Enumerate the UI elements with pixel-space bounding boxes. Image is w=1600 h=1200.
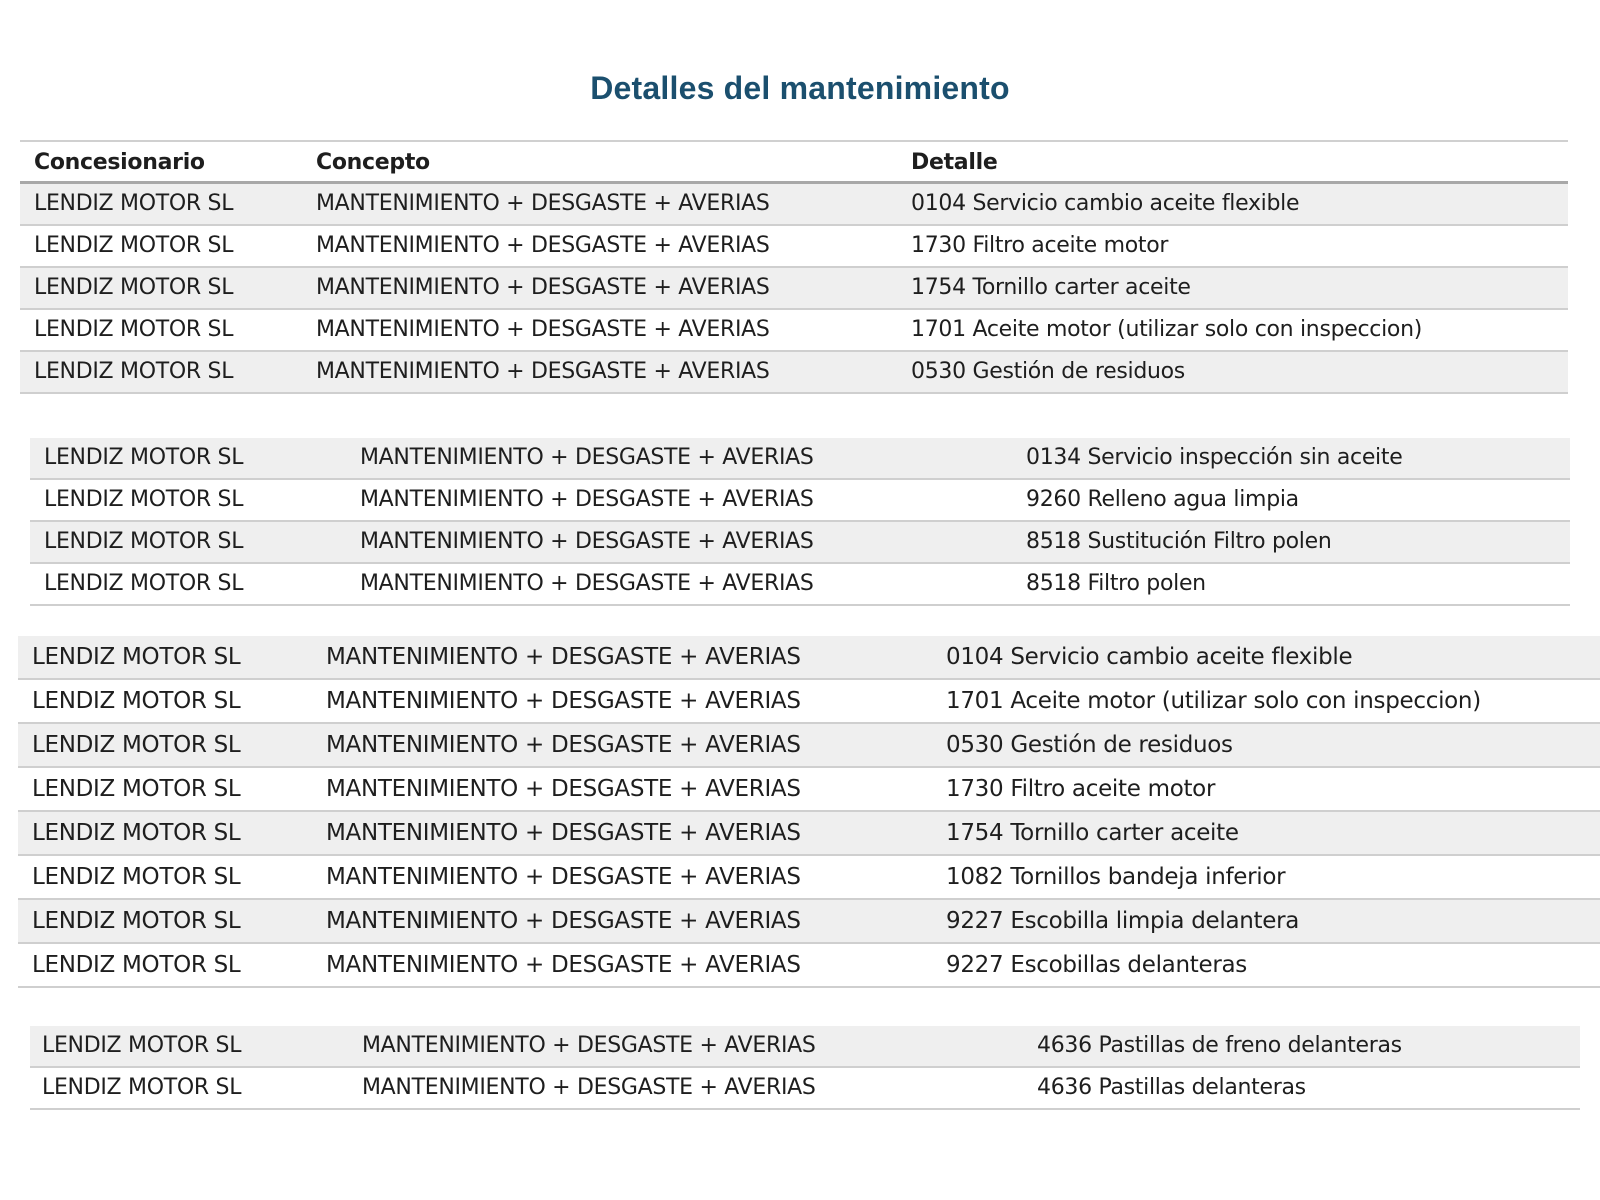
cell-concepto: MANTENIMIENTO + DESGASTE + AVERIAS bbox=[326, 644, 801, 670]
table-row bbox=[30, 1068, 1580, 1110]
cell-concepto: MANTENIMIENTO + DESGASTE + AVERIAS bbox=[326, 952, 801, 978]
cell-detalle: 1730 Filtro aceite motor bbox=[946, 776, 1216, 802]
cell-concesionario: LENDIZ MOTOR SL bbox=[34, 233, 234, 258]
table-row bbox=[20, 268, 1568, 310]
cell-concepto: MANTENIMIENTO + DESGASTE + AVERIAS bbox=[362, 1075, 816, 1100]
cell-concepto: MANTENIMIENTO + DESGASTE + AVERIAS bbox=[360, 487, 814, 512]
header-detalle: Detalle bbox=[911, 150, 998, 175]
cell-detalle: 1701 Aceite motor (utilizar solo con inspeccion) bbox=[946, 688, 1481, 714]
maintenance-table-4 bbox=[30, 1026, 1580, 1110]
cell-concesionario: LENDIZ MOTOR SL bbox=[34, 317, 234, 342]
cell-detalle: 1730 Filtro aceite motor bbox=[911, 233, 1169, 258]
table-row bbox=[20, 310, 1568, 352]
cell-concepto: MANTENIMIENTO + DESGASTE + AVERIAS bbox=[360, 571, 814, 596]
cell-detalle: 4636 Pastillas delanteras bbox=[1037, 1075, 1306, 1100]
cell-detalle: 1082 Tornillos bandeja inferior bbox=[946, 864, 1286, 890]
cell-concesionario: LENDIZ MOTOR SL bbox=[32, 908, 241, 934]
table-row bbox=[18, 856, 1600, 900]
cell-concesionario: LENDIZ MOTOR SL bbox=[32, 776, 241, 802]
table-row bbox=[18, 812, 1600, 856]
table-row bbox=[18, 768, 1600, 812]
maintenance-table-2 bbox=[30, 438, 1570, 606]
cell-concesionario: LENDIZ MOTOR SL bbox=[42, 1075, 242, 1100]
cell-concepto: MANTENIMIENTO + DESGASTE + AVERIAS bbox=[360, 445, 814, 470]
cell-concesionario: LENDIZ MOTOR SL bbox=[42, 1033, 242, 1058]
maintenance-table-1 bbox=[20, 140, 1568, 394]
cell-concepto: MANTENIMIENTO + DESGASTE + AVERIAS bbox=[316, 359, 770, 384]
cell-detalle: 9260 Relleno agua limpia bbox=[1026, 487, 1299, 512]
table-row bbox=[18, 900, 1600, 944]
cell-detalle: 9227 Escobillas delanteras bbox=[946, 952, 1247, 978]
table-row bbox=[30, 438, 1570, 480]
cell-concesionario: LENDIZ MOTOR SL bbox=[32, 644, 241, 670]
table-row bbox=[30, 480, 1570, 522]
table-row bbox=[20, 352, 1568, 394]
table-row bbox=[20, 184, 1568, 226]
cell-concepto: MANTENIMIENTO + DESGASTE + AVERIAS bbox=[326, 688, 801, 714]
table-row bbox=[30, 522, 1570, 564]
page-title: Detalles del mantenimiento bbox=[590, 70, 1010, 106]
header-concesionario: Concesionario bbox=[34, 150, 205, 175]
cell-concepto: MANTENIMIENTO + DESGASTE + AVERIAS bbox=[326, 908, 801, 934]
cell-detalle: 8518 Filtro polen bbox=[1026, 571, 1206, 596]
cell-detalle: 9227 Escobilla limpia delantera bbox=[946, 908, 1300, 934]
header-concepto: Concepto bbox=[316, 150, 430, 175]
table-row bbox=[18, 680, 1600, 724]
cell-concesionario: LENDIZ MOTOR SL bbox=[34, 359, 234, 384]
table-row bbox=[30, 564, 1570, 606]
cell-detalle: 4636 Pastillas de freno delanteras bbox=[1037, 1033, 1402, 1058]
cell-concesionario: LENDIZ MOTOR SL bbox=[32, 732, 241, 758]
cell-detalle: 1754 Tornillo carter aceite bbox=[946, 820, 1239, 846]
cell-concesionario: LENDIZ MOTOR SL bbox=[44, 529, 244, 554]
cell-concesionario: LENDIZ MOTOR SL bbox=[32, 864, 241, 890]
cell-detalle: 0134 Servicio inspección sin aceite bbox=[1026, 445, 1403, 470]
cell-concepto: MANTENIMIENTO + DESGASTE + AVERIAS bbox=[360, 529, 814, 554]
maintenance-table-3 bbox=[18, 636, 1600, 988]
cell-detalle: 1701 Aceite motor (utilizar solo con inspeccion) bbox=[911, 317, 1423, 342]
cell-concesionario: LENDIZ MOTOR SL bbox=[44, 487, 244, 512]
cell-concepto: MANTENIMIENTO + DESGASTE + AVERIAS bbox=[362, 1033, 816, 1058]
cell-concesionario: LENDIZ MOTOR SL bbox=[34, 275, 234, 300]
table-header-row bbox=[20, 140, 1568, 184]
cell-concepto: MANTENIMIENTO + DESGASTE + AVERIAS bbox=[326, 820, 801, 846]
cell-concesionario: LENDIZ MOTOR SL bbox=[44, 445, 244, 470]
table-row bbox=[18, 724, 1600, 768]
cell-concepto: MANTENIMIENTO + DESGASTE + AVERIAS bbox=[316, 233, 770, 258]
cell-concesionario: LENDIZ MOTOR SL bbox=[44, 571, 244, 596]
cell-concepto: MANTENIMIENTO + DESGASTE + AVERIAS bbox=[326, 776, 801, 802]
cell-detalle: 0530 Gestión de residuos bbox=[911, 359, 1185, 384]
cell-concepto: MANTENIMIENTO + DESGASTE + AVERIAS bbox=[316, 275, 770, 300]
cell-concesionario: LENDIZ MOTOR SL bbox=[32, 952, 241, 978]
cell-concesionario: LENDIZ MOTOR SL bbox=[32, 688, 241, 714]
table-row bbox=[30, 1026, 1580, 1068]
table-row bbox=[20, 226, 1568, 268]
cell-concepto: MANTENIMIENTO + DESGASTE + AVERIAS bbox=[316, 317, 770, 342]
cell-detalle: 8518 Sustitución Filtro polen bbox=[1026, 529, 1332, 554]
table-row bbox=[18, 944, 1600, 988]
cell-concepto: MANTENIMIENTO + DESGASTE + AVERIAS bbox=[316, 191, 770, 216]
cell-concepto: MANTENIMIENTO + DESGASTE + AVERIAS bbox=[326, 732, 801, 758]
cell-detalle: 0104 Servicio cambio aceite flexible bbox=[946, 644, 1353, 670]
cell-concesionario: LENDIZ MOTOR SL bbox=[32, 820, 241, 846]
cell-concesionario: LENDIZ MOTOR SL bbox=[34, 191, 234, 216]
cell-concepto: MANTENIMIENTO + DESGASTE + AVERIAS bbox=[326, 864, 801, 890]
cell-detalle: 1754 Tornillo carter aceite bbox=[911, 275, 1191, 300]
cell-detalle: 0530 Gestión de residuos bbox=[946, 732, 1233, 758]
table-row bbox=[18, 636, 1600, 680]
cell-detalle: 0104 Servicio cambio aceite flexible bbox=[911, 191, 1300, 216]
